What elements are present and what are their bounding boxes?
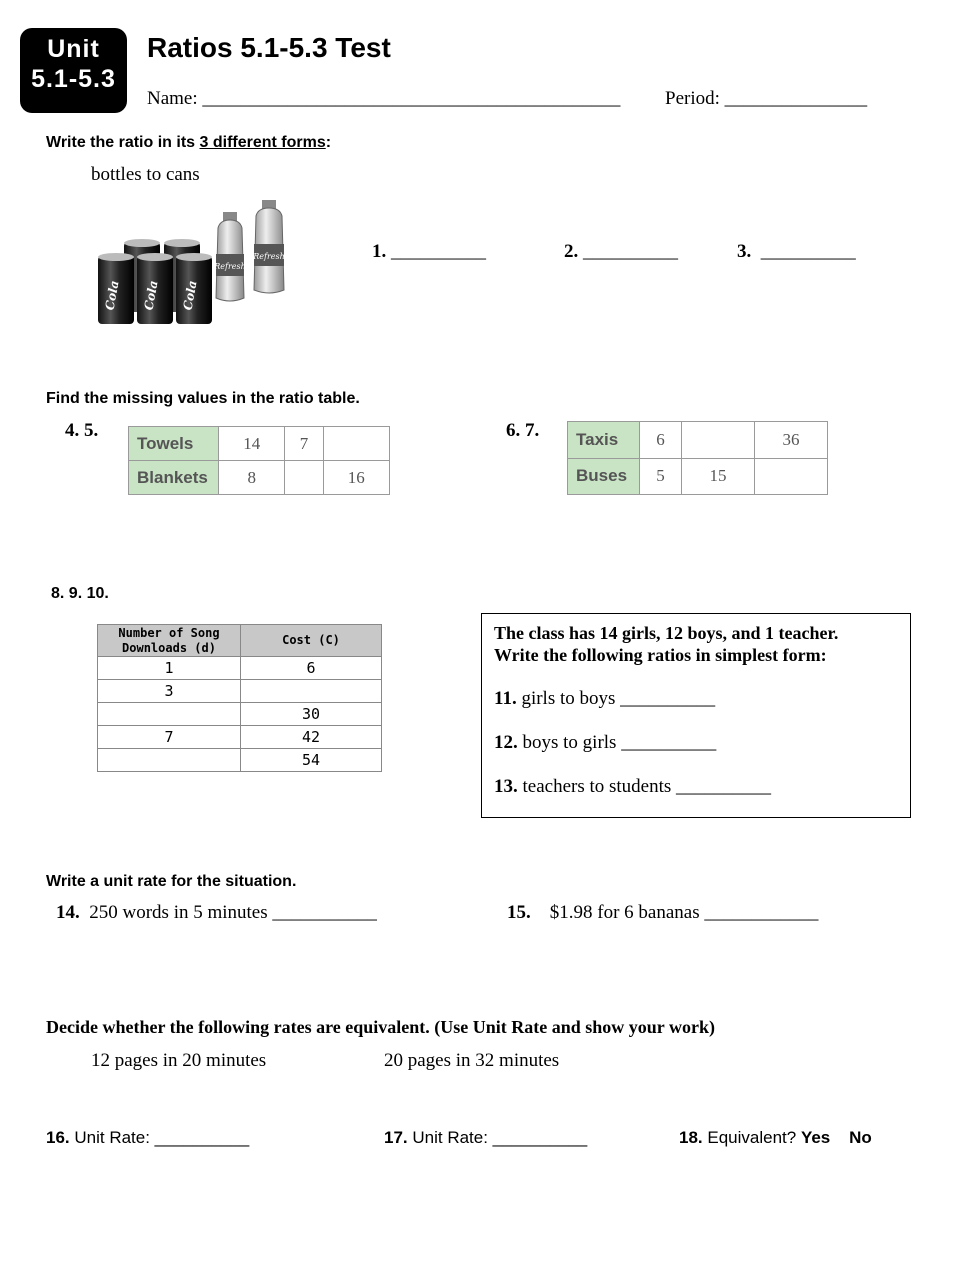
answer-cell-5[interactable] [285, 461, 323, 495]
q17-number: 17. [384, 1128, 408, 1147]
answer-cell-4[interactable] [323, 427, 389, 461]
question-12[interactable] [494, 732, 716, 754]
q13-text: teachers to students __________ [517, 776, 772, 797]
bottle-label: Refresh [214, 262, 246, 271]
q1-number: 1. [372, 241, 387, 262]
box-intro-line1: The class has 14 girls, 12 boys, and 1 teacher. [494, 623, 839, 643]
q14-text: 250 words in 5 minutes ___________ [89, 902, 377, 923]
answer-cell-6[interactable] [681, 422, 754, 459]
table-cell: 3 [98, 680, 241, 703]
q2-number: 2. [564, 241, 579, 262]
song-downloads-table [97, 624, 382, 772]
table-row [98, 726, 382, 749]
can-label: Cola [102, 279, 122, 312]
table-header-buses: Buses [568, 458, 640, 495]
q15-text: $1.98 for 6 bananas ____________ [549, 902, 819, 923]
q4-5-label: 4. 5. [65, 420, 99, 441]
table-cell: 36 [754, 422, 827, 459]
question-11[interactable] [494, 688, 715, 710]
table-header-downloads [98, 625, 241, 657]
table-cell: 1 [98, 657, 241, 680]
q18-number: 18. [679, 1128, 703, 1147]
box-intro-line2: Write the following ratios in simplest form: [494, 645, 827, 665]
can-icon [137, 253, 173, 324]
q3-blank[interactable]: __________ [760, 241, 856, 262]
table-cell: 6 [241, 657, 382, 680]
ratio-prompt: bottles to cans [91, 164, 200, 185]
table-cell: 30 [241, 703, 382, 726]
question-18 [679, 1128, 872, 1148]
q11-number: 11. [494, 688, 517, 709]
rate-a: 12 pages in 20 minutes [91, 1050, 267, 1071]
name-field[interactable]: Name: ____________________________________________ [147, 88, 621, 109]
q12-number: 12. [494, 732, 518, 753]
section2-instruction: Find the missing values in the ratio table. [46, 390, 360, 407]
q16-text: Unit Rate: __________ [69, 1128, 250, 1147]
can-icon [98, 253, 134, 324]
header-line: Number of Song [118, 625, 220, 640]
table-header-towels: Towels [129, 427, 219, 461]
instruction-prefix: Write the ratio in its [46, 134, 200, 151]
q11-text: girls to boys __________ [516, 688, 716, 709]
can-icon [176, 253, 212, 324]
question-17[interactable] [384, 1128, 587, 1148]
instruction-underlined: 3 different forms [199, 134, 326, 151]
header-line: Downloads (d) [122, 640, 216, 655]
table-row [98, 749, 382, 772]
bottle-label: Refresh [253, 252, 285, 261]
table-cell: 15 [681, 458, 754, 495]
table-cell: 8 [219, 461, 285, 495]
q17-text: Unit Rate: __________ [407, 1128, 588, 1147]
table-cell: 14 [219, 427, 285, 461]
question-13[interactable] [494, 776, 771, 798]
table-row [98, 703, 382, 726]
q1-blank[interactable]: __________ [391, 241, 486, 262]
q15-number: 15. [507, 902, 531, 923]
unit-badge-line1: Unit [47, 35, 100, 63]
answer-cell-8[interactable] [241, 680, 382, 703]
question-14[interactable] [56, 902, 377, 924]
unit-badge [20, 28, 127, 113]
table-cell: 54 [241, 749, 382, 772]
section5-instruction: Decide whether the following rates are equivalent. (Use Unit Rate and show your work) [46, 1017, 715, 1037]
table-row [98, 657, 382, 680]
table-header-cost: Cost (C) [241, 625, 382, 657]
q2-blank[interactable]: __________ [583, 241, 678, 262]
no-option[interactable]: No [849, 1128, 872, 1147]
section4-instruction: Write a unit rate for the situation. [46, 873, 297, 890]
q13-number: 13. [494, 776, 518, 797]
bottle-icon [252, 200, 285, 293]
table-cell: 5 [640, 458, 682, 495]
bottle-icon [213, 212, 246, 301]
yes-option[interactable]: Yes [800, 1128, 831, 1147]
q8-10-label: 8. 9. 10. [51, 585, 109, 602]
table-cell: 7 [98, 726, 241, 749]
q14-number: 14. [56, 902, 80, 923]
answer-cell-9[interactable] [98, 703, 241, 726]
ratio-table-towels-blankets [128, 426, 390, 495]
q16-number: 16. [46, 1128, 70, 1147]
answer-cell-10[interactable] [98, 749, 241, 772]
rate-b: 20 pages in 32 minutes [384, 1050, 560, 1071]
section1-instruction [46, 134, 331, 152]
q6-7-label: 6. 7. [506, 420, 540, 441]
q12-text: boys to girls __________ [517, 732, 717, 753]
q18-text: Equivalent? [702, 1128, 801, 1147]
table-cell: 6 [640, 422, 682, 459]
table-header-blankets: Blankets [129, 461, 219, 495]
unit-badge-line2: 5.1-5.3 [31, 65, 116, 93]
table-row [98, 680, 382, 703]
can-label: Cola [141, 279, 161, 312]
q3-number: 3. [737, 241, 752, 262]
answer-3[interactable] [737, 241, 856, 263]
table-cell: 16 [323, 461, 389, 495]
question-15[interactable] [507, 902, 818, 924]
instruction-suffix: : [325, 134, 332, 151]
answer-2[interactable] [564, 241, 678, 263]
table-cell: 42 [241, 726, 382, 749]
box-intro [494, 622, 838, 666]
table-cell: 7 [285, 427, 323, 461]
answer-cell-7[interactable] [754, 458, 827, 495]
answer-1[interactable] [372, 241, 486, 263]
ratio-table-taxis-buses [567, 421, 828, 495]
period-field[interactable]: Period: _______________ [665, 88, 868, 109]
cans-and-bottles-illustration [92, 198, 297, 328]
page-title: Ratios 5.1-5.3 Test [147, 32, 391, 63]
can-label: Cola [180, 279, 200, 312]
question-16[interactable] [46, 1128, 249, 1148]
table-header-taxis: Taxis [568, 422, 640, 459]
